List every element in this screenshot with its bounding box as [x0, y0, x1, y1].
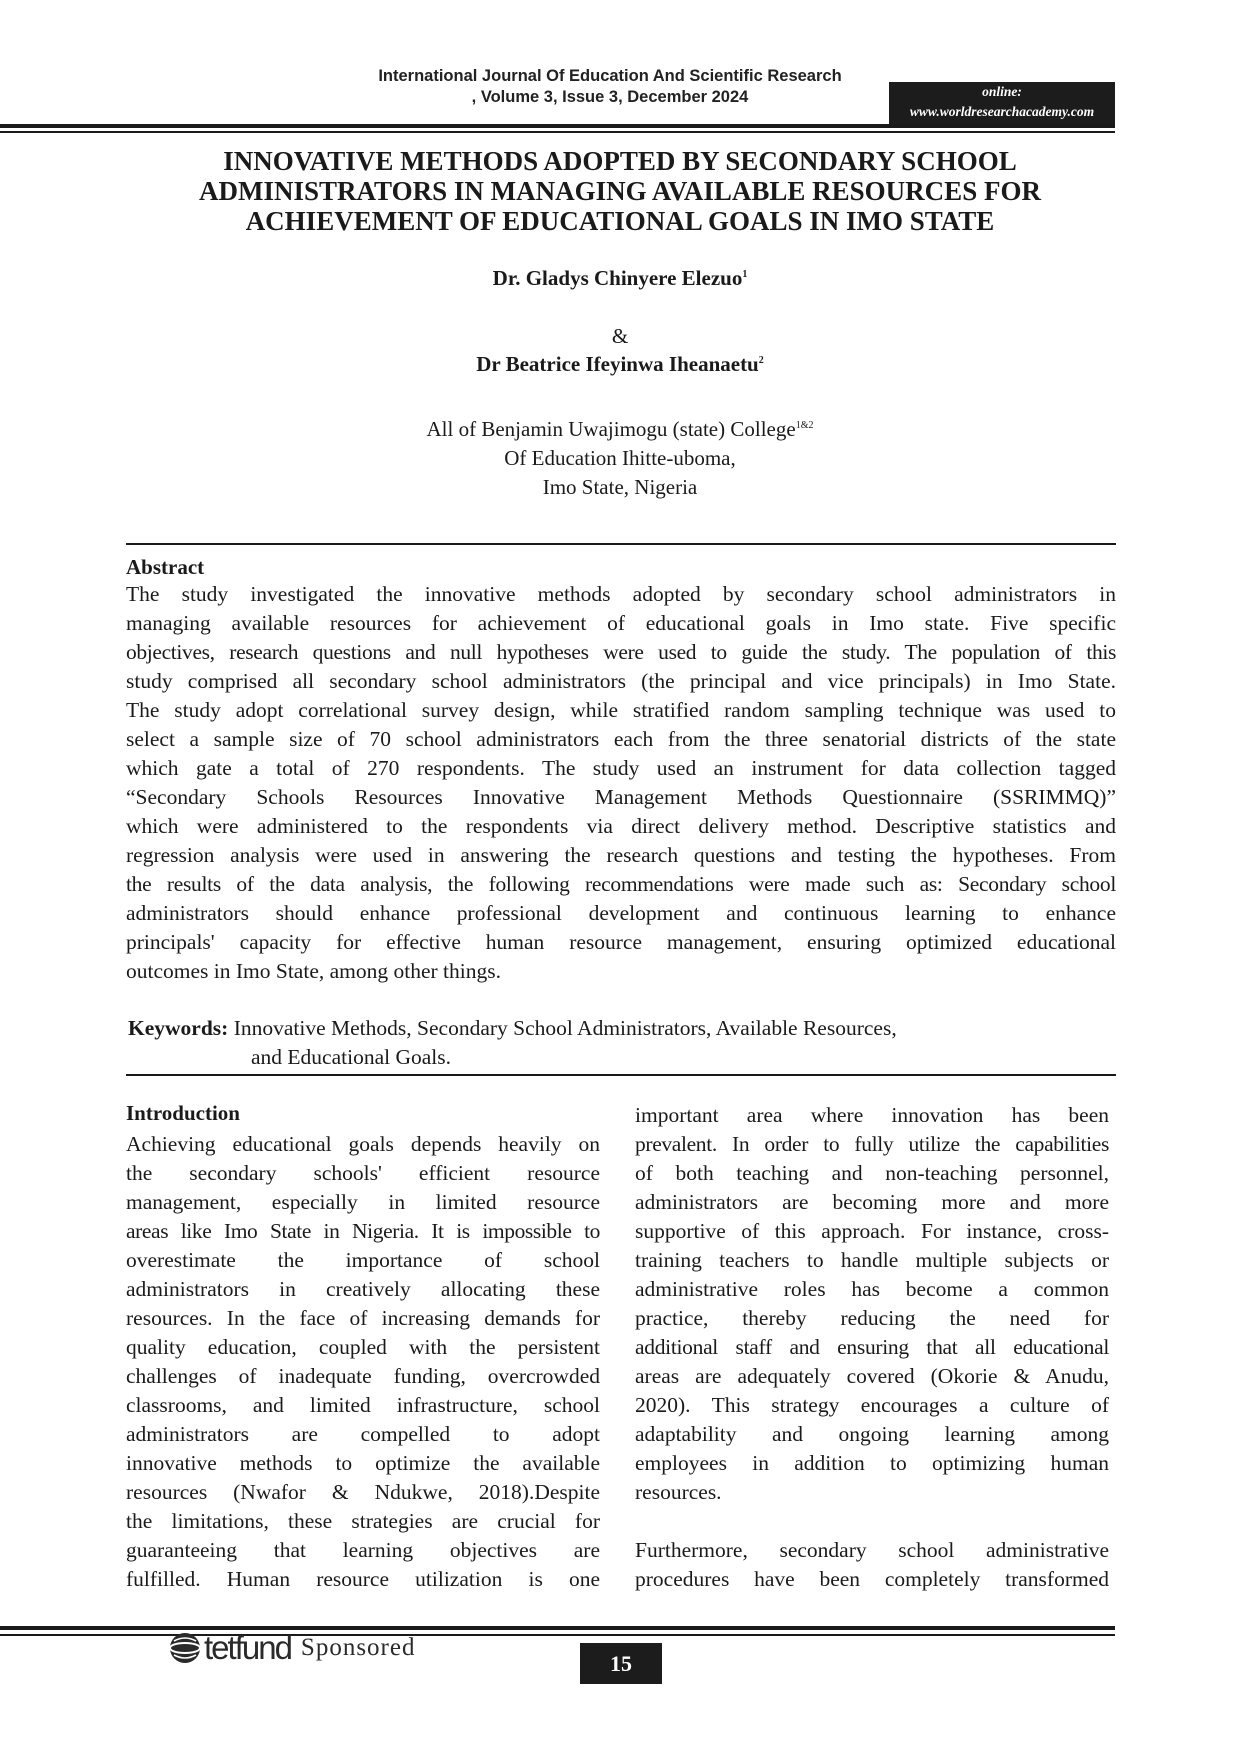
intro-line: practice, thereby reducing the need for — [635, 1306, 1109, 1330]
sponsored-label: Sponsored — [300, 1634, 416, 1661]
title-line: INNOVATIVE METHODS ADOPTED BY SECONDARY SCHOOL — [223, 146, 1017, 176]
keywords-label: Keywords: — [128, 1016, 229, 1040]
intro-line: fulfilled. Human resource utilization is one — [126, 1567, 600, 1591]
author-1-name: Dr. Gladys Chinyere Elezuo — [492, 266, 743, 290]
paper-title — [120, 146, 1120, 236]
title-line: ACHIEVEMENT OF EDUCATIONAL GOALS IN IMO STATE — [245, 206, 995, 236]
abstract-line: administrators should enhance professional development and continuous learning to enhance — [126, 901, 1116, 925]
journal-issue: , Volume 3, Issue 3, December 2024 — [471, 88, 749, 106]
page-number: 15 — [580, 1643, 662, 1684]
paragraph-gap — [635, 1507, 1109, 1536]
abstract-line: The study adopt correlational survey design, while stratified random sampling technique was used to — [126, 698, 1116, 722]
abstract-line: The study investigated the innovative methods adopted by secondary school administrators in — [126, 582, 1116, 606]
affiliation-line: Imo State, Nigeria — [542, 475, 698, 499]
intro-line: innovative methods to optimize the available — [126, 1451, 600, 1475]
intro-line: overestimate the importance of school — [126, 1248, 600, 1272]
intro-line: challenges of inadequate funding, overcrowded — [126, 1364, 600, 1388]
intro-line: areas like Imo State in Nigeria. It is impossible to — [126, 1219, 600, 1243]
abstract-heading: Abstract — [126, 555, 205, 579]
intro-line: resources. — [635, 1480, 722, 1504]
abstract-line: study comprised all secondary school administrators (the principal and vice principals) in Imo State. — [126, 669, 1116, 693]
intro-line: additional staff and ensuring that all educational — [635, 1335, 1109, 1359]
affiliation-line: All of Benjamin Uwajimogu (state) College — [426, 417, 796, 441]
intro-line: employees in addition to optimizing human — [635, 1451, 1109, 1475]
intro-line: administrators are becoming more and more — [635, 1190, 1109, 1214]
online-badge — [889, 82, 1115, 124]
keywords-text-cont: and Educational Goals. — [251, 1045, 452, 1069]
intro-line: administrators in creatively allocating these — [126, 1277, 600, 1301]
abstract-line: which gate a total of 270 respondents. The study used an instrument for data collection tagged — [126, 756, 1116, 780]
intro-line: administrative roles has become a common — [635, 1277, 1109, 1301]
author-separator: & — [611, 324, 629, 348]
abstract-line: objectives, research questions and null hypotheses were used to guide the study. The population of this — [126, 640, 1116, 664]
abstract-line: managing available resources for achievement of educational goals in Imo state. Five specific — [126, 611, 1116, 635]
intro-line: Furthermore, secondary school administrative — [635, 1538, 1109, 1562]
intro-line: resources. In the face of increasing demands for — [126, 1306, 600, 1330]
abstract-line: regression analysis were used in answering the research questions and testing the hypotheses. From — [126, 843, 1116, 867]
intro-line: procedures have been completely transformed — [635, 1567, 1109, 1591]
intro-line: adaptability and ongoing learning among — [635, 1422, 1109, 1446]
abstract-line: the results of the data analysis, the following recommendations were made such as: Secondary school — [126, 872, 1116, 896]
intro-line: Achieving educational goals depends heavily on — [126, 1132, 600, 1156]
intro-line: supportive of this approach. For instance, cross- — [635, 1219, 1109, 1243]
keywords — [128, 1014, 897, 1043]
intro-line: quality education, coupled with the persistent — [126, 1335, 600, 1359]
online-label: online: — [982, 84, 1022, 99]
header-rule-thick — [0, 124, 1115, 128]
intro-line: classrooms, and limited infrastructure, school — [126, 1393, 600, 1417]
intro-line: guaranteeing that learning objectives are — [126, 1538, 600, 1562]
intro-line: prevalent. In order to fully utilize the capabilities — [635, 1132, 1109, 1156]
abstract-line: “Secondary Schools Resources Innovative Management Methods Questionnaire (SSRIMMQ)” — [126, 785, 1116, 809]
abstract-line: principals' capacity for effective human resource management, ensuring optimized educational — [126, 930, 1116, 954]
author-1 — [120, 266, 1120, 291]
tetfund-logo-text: tetfund — [204, 1629, 291, 1666]
journal-header — [300, 66, 920, 108]
keywords-bottom-rule — [126, 1074, 1116, 1076]
intro-line: important area where innovation has been — [635, 1103, 1109, 1127]
introduction-left-column — [126, 1130, 600, 1594]
abstract-line: select a sample size of 70 school administrators each from the three senatorial districts of the state — [126, 727, 1116, 751]
author-2 — [120, 352, 1120, 377]
intro-line: the limitations, these strategies are crucial for — [126, 1509, 600, 1533]
author-1-sup: 1 — [742, 269, 748, 280]
intro-line: areas are adequately covered (Okorie & Anudu, — [635, 1364, 1109, 1388]
affiliation — [120, 411, 1120, 502]
author-2-name: Dr Beatrice Ifeyinwa Iheanaetu — [476, 352, 759, 376]
intro-line: management, especially in limited resource — [126, 1190, 600, 1214]
tetfund-logo — [168, 1628, 415, 1668]
intro-line: the secondary schools' efficient resource — [126, 1161, 600, 1185]
author-2-sup: 2 — [758, 355, 764, 366]
introduction-right-column — [635, 1101, 1109, 1594]
header-rule-thin — [0, 131, 1115, 133]
intro-line: of both teaching and non-teaching personnel, — [635, 1161, 1109, 1185]
tetfund-globe-icon — [168, 1631, 202, 1665]
online-url[interactable]: www.worldresearchacademy.com — [909, 104, 1095, 119]
intro-line: administrators are compelled to adopt — [126, 1422, 600, 1446]
abstract-body — [126, 580, 1116, 986]
introduction-heading: Introduction — [126, 1101, 240, 1125]
title-line: ADMINISTRATORS IN MANAGING AVAILABLE RESOURCES FOR — [199, 176, 1041, 206]
intro-line: resources (Nwafor & Ndukwe, 2018).Despite — [126, 1480, 600, 1504]
journal-name: International Journal Of Education And Scientific Research — [378, 67, 842, 85]
keywords-text: Innovative Methods, Secondary School Administrators, Available Resources, — [228, 1016, 897, 1040]
intro-line: training teachers to handle multiple subjects or — [635, 1248, 1109, 1272]
abstract-line: outcomes in Imo State, among other things. — [126, 959, 502, 983]
abstract-top-rule — [126, 543, 1116, 545]
abstract-line: which were administered to the respondents via direct delivery method. Descriptive statistics and — [126, 814, 1116, 838]
intro-line: 2020). This strategy encourages a culture of — [635, 1393, 1109, 1417]
affiliation-line: Of Education Ihitte-uboma, — [504, 446, 736, 470]
affiliation-sup: 1&2 — [795, 420, 814, 431]
